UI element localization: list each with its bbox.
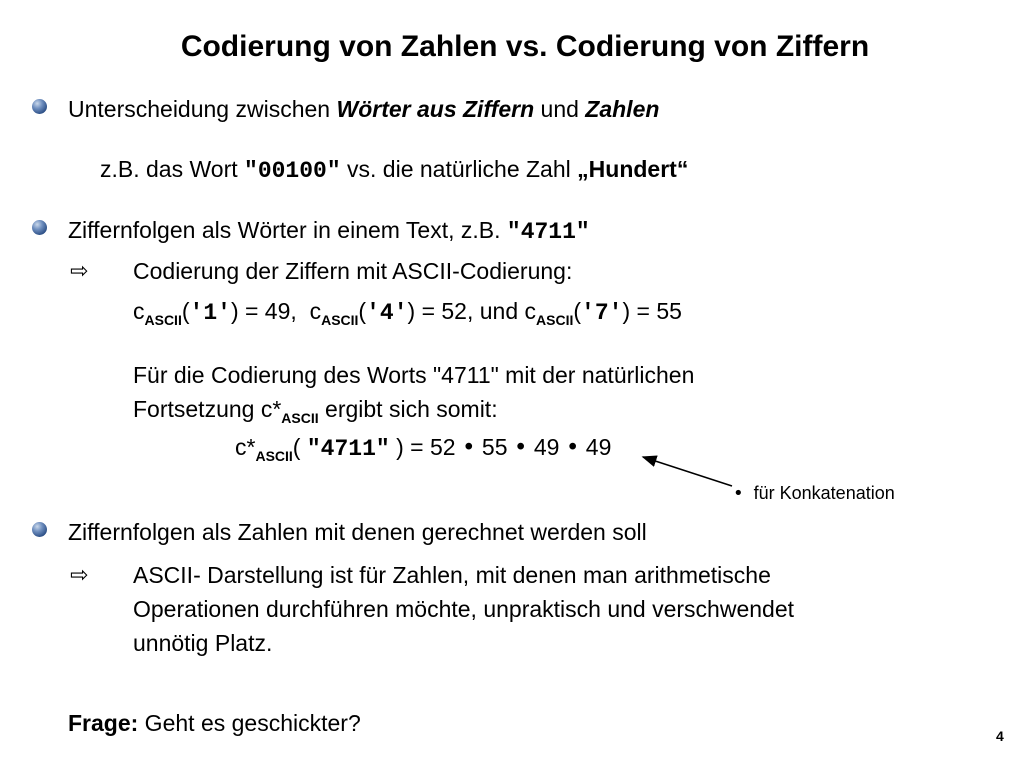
slide-title: Codierung von Zahlen vs. Codierung von Ziffern	[180, 30, 870, 63]
ascii-codierung-text: Codierung der Ziffern mit ASCII-Codierung:	[133, 258, 573, 284]
formula-n2: 55	[475, 434, 514, 460]
annotation-text: für Konkatenation	[753, 483, 895, 503]
concatenation-formula: $c*_{ASCII}$( "4711" ) = 52 • 55 • 49 • 49	[235, 434, 612, 464]
bullet3-line1: ASCII- Darstellung ist für Zahlen, mit denen man arithmetische	[133, 562, 771, 588]
bullet1-em1: Wörter aus Ziffern	[336, 96, 535, 122]
bullet3-line2: Operationen durchführen möchte, unpraktisch und verschwendet	[133, 596, 795, 622]
bullet1-prefix: Unterscheidung zwischen	[68, 96, 337, 122]
ascii-subscript: ASCII	[255, 448, 293, 464]
example-code: "00100"	[244, 158, 341, 184]
question-label: Frage:	[68, 710, 139, 736]
bullet-icon	[32, 522, 47, 537]
eq2-arg: '4'	[366, 300, 408, 326]
question-text: Geht es geschickter?	[138, 710, 361, 736]
ascii-subscript: ASCII	[321, 312, 359, 328]
bullet2-code: "4711"	[506, 219, 590, 245]
paragraph-line1: Für die Codierung des Worts "4711" mit der natürlichen	[133, 362, 695, 388]
page-number: 4	[996, 728, 1004, 744]
ascii-subscript: ASCII	[144, 312, 182, 328]
bullet2-label: Ziffernfolgen als Wörter in einem Text, z.B.	[68, 217, 507, 243]
eq1-val: ) = 49,	[230, 298, 297, 324]
ascii-subscript: ASCII	[536, 312, 574, 328]
formula-n3: 49	[527, 434, 566, 460]
ascii-equations: $c_{ASCII}('1') = 49$, $c_{ASCII}('4') = 52$, und $c_{ASCII}('7') = 55$	[133, 298, 682, 328]
ascii-subscript: ASCII	[281, 410, 319, 426]
bullet1-em2: Zahlen	[585, 96, 660, 122]
formula-arg: "4711"	[306, 436, 390, 462]
bullet3-line3: unnötig Platz.	[133, 630, 273, 656]
para-line2-suffix: ergibt sich somit:	[318, 396, 498, 422]
c-letter: c	[309, 298, 322, 324]
bullet3-text: Ziffernfolgen als Zahlen mit denen gerechnet werden soll	[68, 519, 647, 545]
question	[68, 710, 361, 737]
formula-n4: 49	[579, 434, 612, 460]
para-line2-prefix: Fortsetzung c*	[133, 396, 282, 422]
example-bold: „Hundert“	[577, 156, 689, 182]
dot-operator-icon: •	[733, 483, 744, 504]
annotation	[733, 483, 895, 504]
c-letter: c	[133, 298, 145, 324]
formula-prefix: c*	[235, 434, 256, 460]
arrow-icon: ⇨	[70, 563, 89, 588]
dot-operator-icon: •	[513, 435, 528, 461]
dot-operator-icon: •	[461, 435, 476, 461]
bullet1-mid: und	[534, 96, 586, 122]
eq3-val: ) = 55	[622, 298, 682, 324]
example-prefix: z.B. das Wort	[100, 156, 245, 182]
eq1-arg: '1'	[189, 300, 231, 326]
eq2-val: ) = 52, und	[407, 298, 525, 324]
eq3-arg: '7'	[581, 300, 623, 326]
formula-rest: ) = 52	[396, 434, 462, 460]
arrow-icon: ⇨	[70, 259, 89, 284]
dot-operator-icon: •	[565, 435, 580, 461]
c-letter: c	[524, 298, 537, 324]
example-mid: vs. die natürliche Zahl	[340, 156, 578, 182]
